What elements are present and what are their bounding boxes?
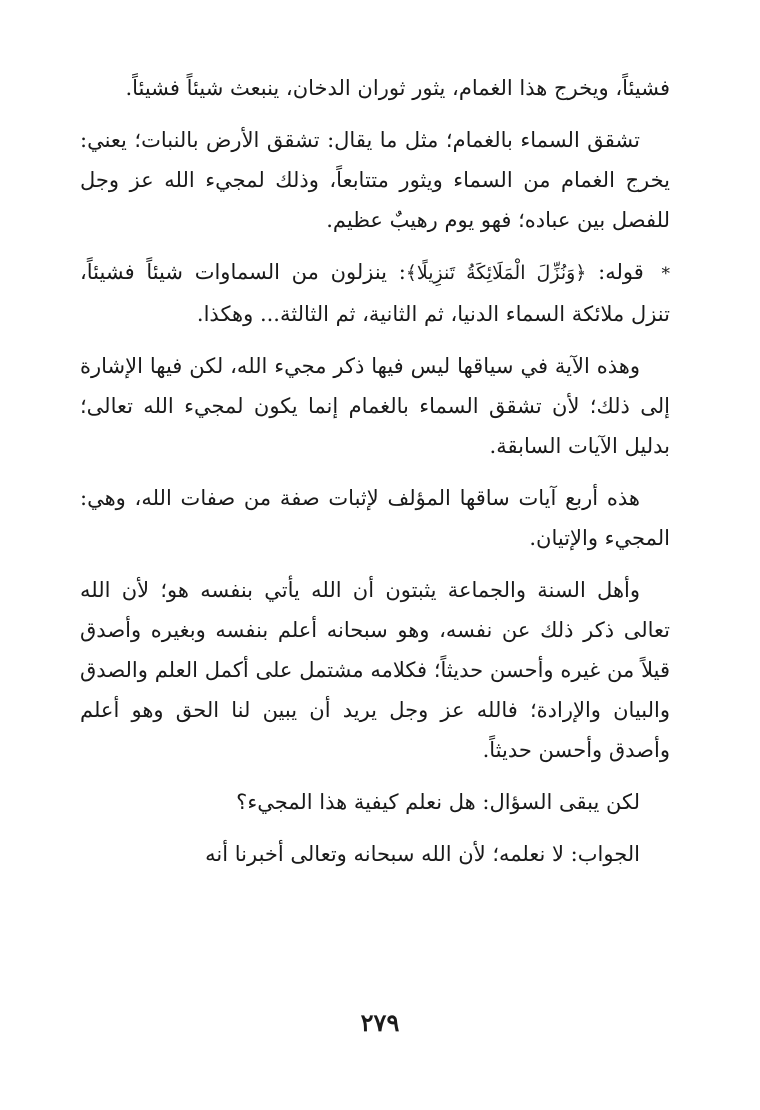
- verse-explanation: : ينزلون من السماوات شيئاً فشيئاً، تنزل ملائكة السماء الدنيا، ثم الثانية، ثم الثالثة... وهكذا.: [80, 260, 670, 326]
- page-number: ٢٧٩: [360, 1008, 400, 1037]
- paragraph-answer: الجواب: لا نعلمه؛ لأن الله سبحانه وتعالى أخبرنا أنه: [205, 842, 640, 866]
- quran-verse: ﴿وَنُزِّلَ الْمَلَائِكَةُ تَنزِيلًا﴾: [405, 262, 587, 284]
- paragraph-verse-context: وهذه الآية في سياقها ليس فيها ذكر مجيء الله، لكن فيها الإشارة إلى ذلك؛ لأن تشقق السماء بالغمام إنما يكون لمجيء الله تعالى؛ بدليل الآيات السابقة.: [80, 354, 670, 458]
- verse-intro: قوله:: [598, 260, 644, 284]
- asterisk-icon: *: [661, 264, 670, 284]
- body-text: [80, 68, 670, 886]
- paragraph-ahl-sunnah: وأهل السنة والجماعة يثبتون أن الله يأتي بنفسه هو؛ لأن الله تعالى ذكر ذلك عن نفسه، وهو سبحانه أعلم بنفسه وبغيره وأصدق قيلاً من غيره وأحسن حديثاً؛ فكلامه مشتمل على أكمل العلم والصدق والبيان والإرادة؛ فالله عز وجل يريد أن يبين لنا الحق وهو أعلم وأصدق وأحسن حديثاً.: [80, 578, 670, 762]
- paragraph-sky-splitting: تشقق السماء بالغمام؛ مثل ما يقال: تشقق الأرض بالنبات؛ يعني: يخرج الغمام من السماء ويثور متتابعاً، وذلك لمجيء الله عز وجل للفصل بين عباده؛ فهو يوم رهيبٌ عظيم.: [80, 128, 670, 232]
- paragraph-verse-commentary: [80, 252, 670, 334]
- paragraph-four-verses: هذه أربع آيات ساقها المؤلف لإثبات صفة من صفات الله، وهي: المجيء والإتيان.: [80, 486, 670, 550]
- paragraph-continuation: فشيئاً، ويخرج هذا الغمام، يثور ثوران الدخان، ينبعث شيئاً فشيئاً.: [125, 76, 670, 100]
- paragraph-question: لكن يبقى السؤال: هل نعلم كيفية هذا المجيء؟: [236, 790, 640, 814]
